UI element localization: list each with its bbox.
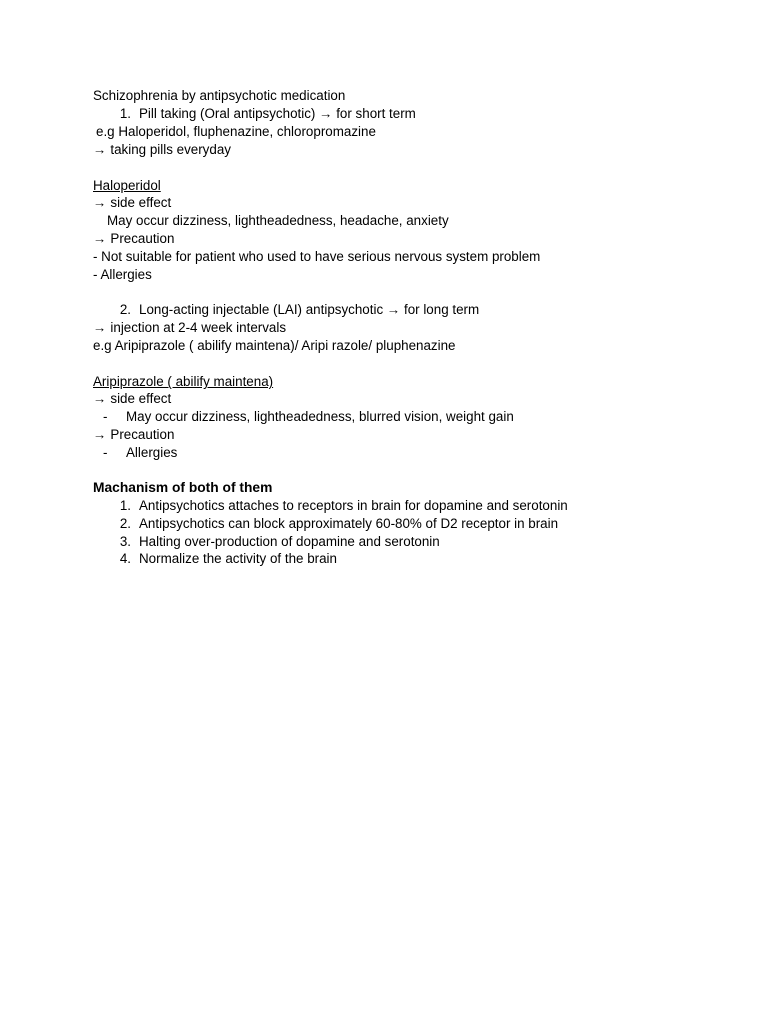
arrow-line xyxy=(93,319,286,337)
list-text: Pill taking (Oral antipsychotic) → for short term xyxy=(139,106,416,121)
list-item xyxy=(115,301,479,319)
side-effect-label: side effect xyxy=(110,195,172,210)
arrow-line xyxy=(93,194,171,212)
list-number: 1. xyxy=(119,106,131,121)
list-number: 4. xyxy=(119,551,131,566)
aripiprazole-heading: Aripiprazole ( abilify maintena) xyxy=(93,374,274,389)
dash-bullet: - xyxy=(103,409,108,424)
list-text: Antipsychotics attaches to receptors in brain for dopamine and serotonin xyxy=(139,498,568,513)
precaution-text: - Not suitable for patient who used to have serious nervous system problem xyxy=(93,249,541,264)
list-item xyxy=(115,497,568,515)
mechanism-heading: Machanism of both of them xyxy=(93,480,273,495)
arrow-icon: → xyxy=(93,195,107,210)
list-item xyxy=(115,533,440,551)
arrow-line xyxy=(93,426,174,444)
arrow-line xyxy=(93,390,171,408)
list-item xyxy=(115,550,337,568)
arrow-line xyxy=(93,230,174,248)
list-text: Normalize the activity of the brain xyxy=(139,551,337,566)
arrow-line xyxy=(93,141,231,159)
haloperidol-heading: Haloperidol xyxy=(93,178,161,193)
list-item xyxy=(115,515,558,533)
list-text: Halting over-production of dopamine and serotonin xyxy=(139,534,440,549)
list-number: 2. xyxy=(119,302,131,317)
list-number: 1. xyxy=(119,498,131,513)
precaution-label: Precaution xyxy=(110,427,175,442)
list-number: 2. xyxy=(119,516,131,531)
list-item xyxy=(115,105,416,123)
interval-text: injection at 2-4 week intervals xyxy=(110,320,287,335)
precaution-text: - Allergies xyxy=(93,267,152,282)
precaution-item xyxy=(103,444,177,462)
dash-bullet: - xyxy=(103,445,108,460)
arrow-icon: → xyxy=(93,231,107,246)
list-text: Long-acting injectable (LAI) antipsychotic → for long term xyxy=(139,302,480,317)
daily-text: taking pills everyday xyxy=(110,142,231,157)
precaution-text: Allergies xyxy=(126,445,178,460)
side-effect-text: May occur dizziness, lightheadedness, headache, anxiety xyxy=(107,213,449,228)
side-effect-text: May occur dizziness, lightheadedness, blurred vision, weight gain xyxy=(126,409,514,424)
list-text: Antipsychotics can block approximately 60-80% of D2 receptor in brain xyxy=(139,516,559,531)
arrow-icon: → xyxy=(93,320,107,335)
list-number: 3. xyxy=(119,534,131,549)
side-effect-item xyxy=(103,408,514,426)
document-title: Schizophrenia by antipsychotic medication xyxy=(93,88,346,103)
examples-text: e.g Haloperidol, fluphenazine, chloropromazine xyxy=(96,124,376,139)
arrow-icon: → xyxy=(93,142,107,157)
arrow-icon: → xyxy=(93,391,107,406)
arrow-icon: → xyxy=(93,427,107,442)
examples-text: e.g Aripiprazole ( abilify maintena)/ Aripi razole/ pluphenazine xyxy=(93,338,456,353)
precaution-label: Precaution xyxy=(110,231,175,246)
side-effect-label: side effect xyxy=(110,391,172,406)
